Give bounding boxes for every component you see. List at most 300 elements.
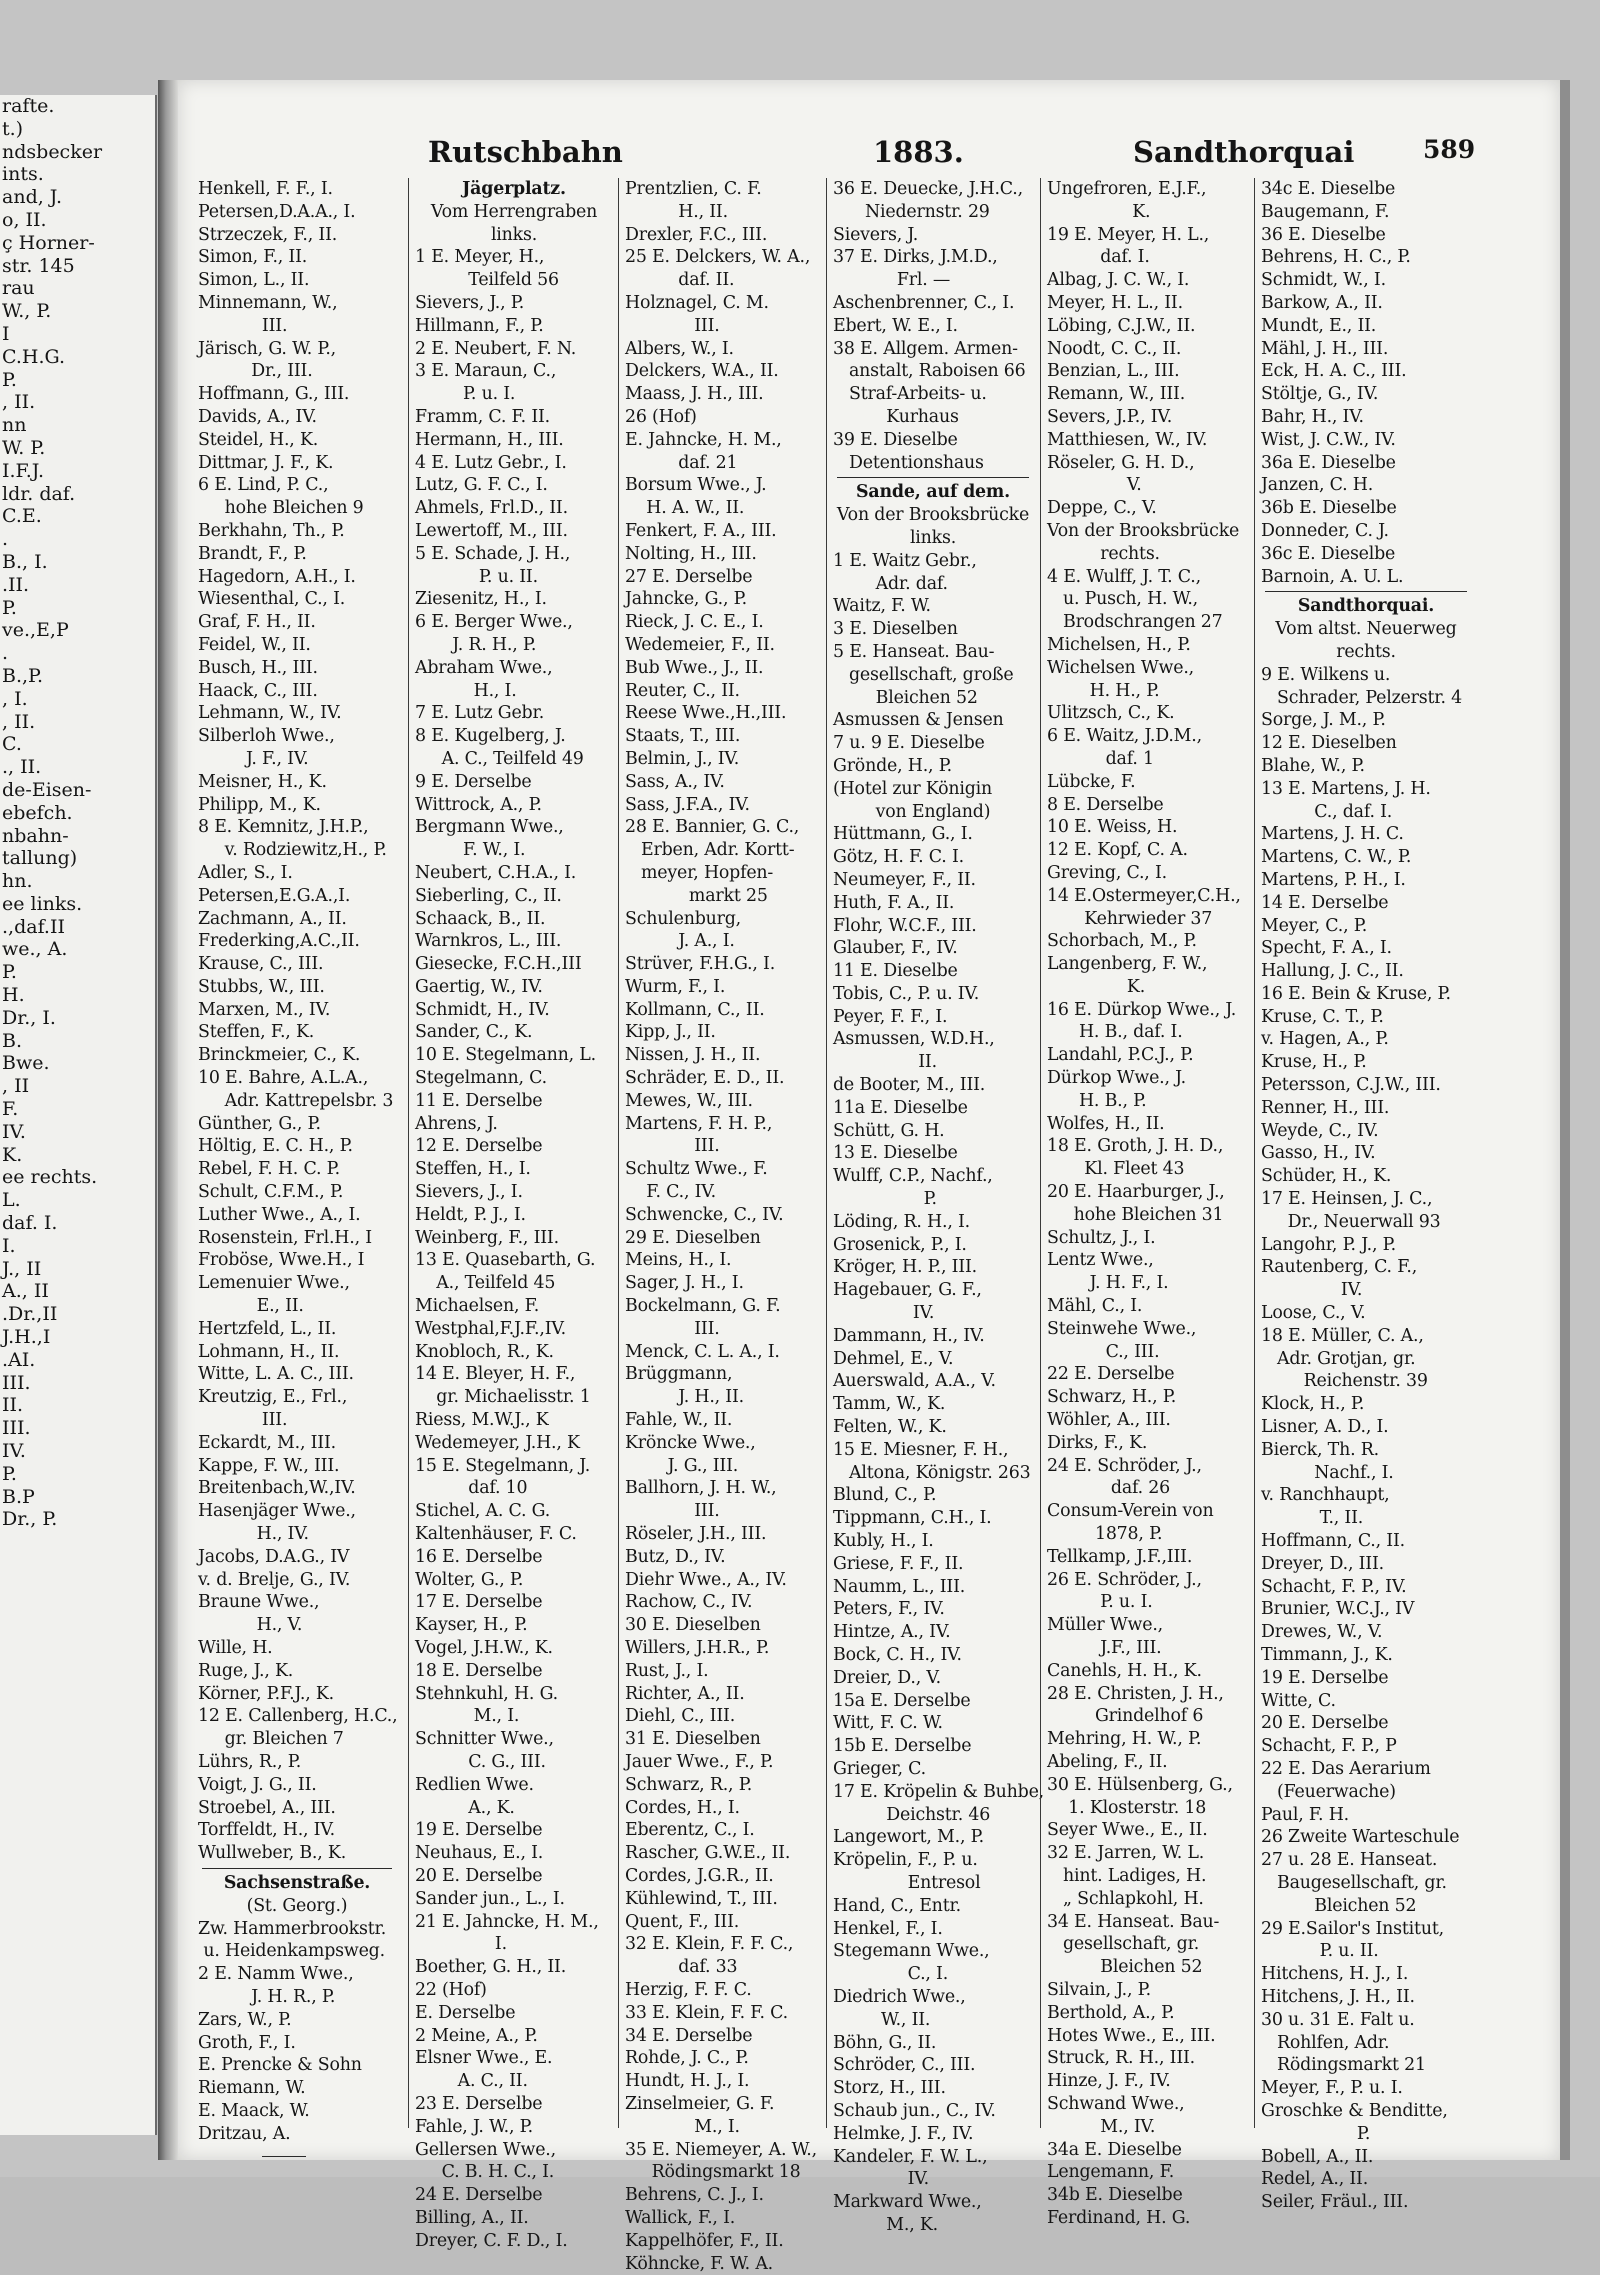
directory-entry: H., II. bbox=[625, 201, 728, 222]
directory-entry: 36 E. Deuecke, J.H.C., bbox=[833, 179, 1023, 199]
left-page-line: , II. bbox=[2, 391, 36, 414]
directory-entry: C. G., III. bbox=[415, 1751, 546, 1772]
directory-entry: 17 E. Kröpelin & Buhbe, bbox=[833, 1781, 1044, 1802]
directory-entry: 3 E. Maraun, C., bbox=[415, 361, 557, 382]
directory-entry: Schaub jun., C., IV. bbox=[833, 2100, 996, 2121]
street-subheading: Vom Herrengraben bbox=[430, 201, 598, 222]
directory-entry: Martens, F. H. P., bbox=[625, 1113, 773, 1134]
directory-entry: H., I. bbox=[415, 680, 517, 701]
directory-entry: III. bbox=[625, 1136, 720, 1157]
left-page-line: IV. bbox=[2, 1120, 26, 1143]
directory-entry: Erben, Adr. Kortt- bbox=[625, 840, 795, 861]
directory-entry: Rautenberg, C. F., bbox=[1261, 1257, 1418, 1278]
directory-entry: Janzen, C. H. bbox=[1261, 475, 1374, 496]
directory-entry: Schüder, H., K. bbox=[1261, 1166, 1392, 1187]
directory-entry: Kollmann, C., II. bbox=[625, 999, 765, 1020]
directory-entry: Westphal,F.J.F.,IV. bbox=[415, 1318, 567, 1339]
left-page-line: str. 145 bbox=[2, 254, 75, 277]
directory-entry: 7 u. 9 E. Dieselbe bbox=[833, 733, 985, 754]
directory-entry: 18 E. Müller, C. A., bbox=[1261, 1325, 1424, 1346]
directory-entry: 34c E. Dieselbe bbox=[1261, 179, 1396, 199]
directory-entry: 38 E. Allgem. Armen- bbox=[833, 338, 1018, 359]
directory-entry: Schwarz, H., P. bbox=[1047, 1387, 1177, 1408]
left-page-line: ints. bbox=[2, 163, 44, 186]
directory-entry: Dittmar, J. F., K. bbox=[198, 452, 334, 473]
directory-entry: C., I. bbox=[833, 1964, 949, 1985]
directory-entry: Lührs, R., P. bbox=[198, 1751, 302, 1772]
directory-entry: Schwand Wwe., bbox=[1047, 2093, 1185, 2114]
directory-entry: Tellkamp, J.F.,III. bbox=[1047, 1546, 1193, 1567]
directory-entry: Schultz, J., I. bbox=[1047, 1227, 1156, 1248]
directory-entry: Baugemann, F. bbox=[1261, 201, 1390, 222]
directory-entry: J. H., II. bbox=[625, 1387, 744, 1408]
left-page-line: C.E. bbox=[2, 505, 42, 528]
left-page-line: rau bbox=[2, 277, 35, 300]
directory-entry: Remann, W., III. bbox=[1047, 384, 1186, 405]
directory-entry: Bergmann Wwe., bbox=[415, 817, 564, 838]
directory-entry: Röseler, J.H., III. bbox=[625, 1524, 767, 1545]
directory-entry: Langohr, P. J., P. bbox=[1261, 1234, 1396, 1255]
directory-entry: Grosenick, P., I. bbox=[833, 1234, 967, 1255]
directory-entry: gesellschaft, große bbox=[833, 664, 1014, 685]
directory-entry: Borsum Wwe., J. bbox=[625, 475, 767, 496]
directory-entry: Voigt, J. G., II. bbox=[198, 1774, 317, 1795]
directory-entry: Sass, A., IV. bbox=[625, 771, 725, 792]
directory-entry: Landahl, P.C.J., P. bbox=[1047, 1045, 1194, 1066]
directory-entry: Rohlfen, Adr. bbox=[1261, 2032, 1390, 2053]
directory-entry: Brüggmann, bbox=[625, 1364, 733, 1385]
directory-entry: 12 E. Derselbe bbox=[415, 1136, 543, 1157]
directory-entry: Mähl, J. H., III. bbox=[1261, 338, 1389, 359]
directory-entry: Bockelmann, G. F. bbox=[625, 1296, 781, 1317]
left-page-line: o, II. bbox=[2, 208, 47, 231]
directory-entry: Dammann, H., IV. bbox=[833, 1325, 985, 1346]
directory-entry: Gaertig, W., IV. bbox=[415, 976, 543, 997]
directory-entry: Riemann, W. bbox=[198, 2078, 306, 2099]
directory-entry: Järisch, G. W. P., bbox=[198, 338, 336, 359]
left-page-line: J., II bbox=[2, 1257, 42, 1280]
directory-entry: Wedemeier, F., II. bbox=[625, 634, 775, 655]
directory-entry: Straf-Arbeits- u. bbox=[833, 384, 987, 405]
directory-entry: 19 E. Derselbe bbox=[415, 1820, 543, 1841]
directory-entry: Dritzau, A. bbox=[198, 2123, 291, 2144]
directory-entry: Nachf., I. bbox=[1261, 1462, 1394, 1483]
directory-entry: Butz, D., IV. bbox=[625, 1546, 726, 1567]
directory-entry: Asmussen, W.D.H., bbox=[833, 1029, 995, 1050]
directory-entry: 26 (Hof) bbox=[625, 406, 697, 427]
street-heading: Sachsenstraße. bbox=[223, 1872, 371, 1893]
directory-entry: 11 E. Dieselbe bbox=[833, 961, 958, 982]
directory-entry: 1878, P. bbox=[1047, 1524, 1163, 1545]
directory-entry: 17 E. Heinsen, J. C., bbox=[1261, 1189, 1433, 1210]
directory-entry: Eck, H. A. C., III. bbox=[1261, 361, 1407, 382]
directory-entry: Hillmann, F., P. bbox=[415, 315, 544, 336]
directory-entry: v. Hagen, A., P. bbox=[1261, 1029, 1389, 1050]
directory-entry: v. Rodziewitz,H., P. bbox=[198, 840, 387, 861]
left-page-line: ndsbecker bbox=[2, 140, 103, 163]
directory-entry: 7 E. Lutz Gebr. bbox=[415, 703, 545, 724]
directory-entry: Minnemann, W., bbox=[198, 292, 338, 313]
directory-entry: Simon, F., II. bbox=[198, 247, 308, 268]
directory-entry: 25 E. Delckers, W. A., bbox=[625, 247, 811, 268]
directory-entry: J. A., I. bbox=[625, 931, 735, 952]
directory-entry: Schnitter Wwe., bbox=[415, 1729, 554, 1750]
directory-entry: Abeling, F., II. bbox=[1047, 1751, 1168, 1772]
directory-entry: 8 E. Derselbe bbox=[1047, 794, 1164, 815]
directory-entry: Kruse, C. T., P. bbox=[1261, 1006, 1384, 1027]
directory-entry: 34 E. Derselbe bbox=[625, 2025, 753, 2046]
column-4 bbox=[826, 178, 1044, 2235]
directory-entry: Jauer Wwe., F., P. bbox=[625, 1751, 774, 1772]
directory-columns bbox=[198, 178, 1538, 2274]
left-page-line: J.H.,I bbox=[2, 1326, 51, 1349]
directory-entry: Reese Wwe.,H.,III. bbox=[625, 703, 787, 724]
left-page-line: .Dr.,II bbox=[2, 1303, 58, 1326]
directory-entry: 10 E. Weiss, H. bbox=[1047, 817, 1178, 838]
directory-entry: F. C., IV. bbox=[625, 1182, 716, 1203]
directory-entry: „ Schlapkohl, H. bbox=[1047, 1888, 1204, 1909]
directory-entry: Kröger, H. P., III. bbox=[833, 1257, 977, 1278]
directory-entry: Kappelhöfer, F., II. bbox=[625, 2230, 784, 2251]
directory-entry: Meyer, C., P. bbox=[1261, 915, 1368, 936]
directory-entry: Lisner, A. D., I. bbox=[1261, 1417, 1389, 1438]
directory-entry: 9 E. Derselbe bbox=[415, 771, 532, 792]
directory-entry: Strzeczek, F., II. bbox=[198, 224, 338, 245]
directory-entry: Grönde, H., P. bbox=[833, 755, 953, 776]
directory-entry: Adr. Grotjan, gr. bbox=[1261, 1348, 1416, 1369]
directory-entry: Bleichen 52 bbox=[833, 687, 978, 708]
directory-entry: Groschke & Benditte, bbox=[1261, 2100, 1448, 2121]
directory-entry: Neuhaus, E., I. bbox=[415, 1843, 544, 1864]
directory-entry: daf. II. bbox=[625, 270, 735, 291]
directory-entry: Müller Wwe., bbox=[1047, 1615, 1163, 1636]
directory-entry: Abraham Wwe., bbox=[415, 657, 553, 678]
left-page-line: W. P. bbox=[2, 436, 46, 459]
directory-entry: 16 E. Bein & Kruse, P. bbox=[1261, 983, 1451, 1004]
directory-entry: Zinselmeier, G. F. bbox=[625, 2093, 775, 2114]
directory-entry: Fahle, J. W., P. bbox=[415, 2116, 533, 2137]
directory-entry: Zachmann, A., II. bbox=[198, 908, 347, 929]
directory-entry: 12 E. Dieselben bbox=[1261, 733, 1397, 754]
directory-entry: Dr., III. bbox=[198, 361, 313, 382]
directory-entry: Cordes, J.G.R., II. bbox=[625, 1865, 774, 1886]
directory-entry: 19 E. Derselbe bbox=[1261, 1667, 1389, 1688]
directory-entry: P. u. I. bbox=[415, 384, 516, 405]
directory-entry: H. B., P. bbox=[1047, 1090, 1147, 1111]
directory-entry: Simon, L., II. bbox=[198, 270, 310, 291]
directory-entry: III. bbox=[625, 1501, 720, 1522]
directory-entry: Boether, G. H., II. bbox=[415, 1957, 567, 1978]
directory-entry: hohe Bleichen 31 bbox=[1047, 1204, 1224, 1225]
left-page-line: daf. I. bbox=[2, 1212, 58, 1235]
directory-entry: Eckardt, M., III. bbox=[198, 1432, 336, 1453]
directory-entry: Sander jun., L., I. bbox=[415, 1888, 565, 1909]
directory-entry: Wiesenthal, C., I. bbox=[198, 589, 346, 610]
directory-entry: Rust, J., I. bbox=[625, 1660, 709, 1681]
directory-entry: Dr., Neuerwall 93 bbox=[1261, 1211, 1441, 1232]
directory-entry: Diehl, C., III. bbox=[625, 1706, 736, 1727]
directory-entry: Witte, L. A. C., III. bbox=[198, 1364, 354, 1385]
directory-entry: Graf, F. H., II. bbox=[198, 612, 316, 633]
directory-entry: Adler, S., I. bbox=[198, 862, 293, 883]
directory-entry: Kandeler, F. W. L., bbox=[833, 2146, 988, 2167]
directory-entry: Frl. — bbox=[833, 270, 951, 291]
directory-entry: Donneder, C. J. bbox=[1261, 520, 1389, 541]
directory-entry: 23 E. Derselbe bbox=[415, 2093, 543, 2114]
directory-entry: 4 E. Wulff, J. T. C., bbox=[1047, 566, 1201, 587]
left-page-line: IV. bbox=[2, 1440, 26, 1463]
directory-entry: Warnkros, L., III. bbox=[415, 931, 562, 952]
directory-entry: 39 E. Dieselbe bbox=[833, 429, 958, 450]
directory-entry: Wichelsen Wwe., bbox=[1047, 657, 1194, 678]
directory-entry: 12 E. Kopf, C. A. bbox=[1047, 840, 1188, 861]
left-page-line: A., II bbox=[2, 1280, 49, 1303]
directory-entry: J. R. H., P. bbox=[415, 634, 537, 655]
left-page-line: de-Eisen- bbox=[2, 778, 92, 801]
directory-entry: H., IV. bbox=[198, 1524, 309, 1545]
directory-entry: T., II. bbox=[1261, 1508, 1364, 1529]
directory-entry: Schacht, F. P., IV. bbox=[1261, 1576, 1407, 1597]
directory-entry: Lengemann, F. bbox=[1047, 2162, 1175, 2183]
directory-entry: Witte, C. bbox=[1261, 1690, 1336, 1711]
directory-entry: Redel, A., II. bbox=[1261, 2169, 1369, 2190]
directory-entry: Heldt, P. J., I. bbox=[415, 1204, 526, 1225]
directory-entry: Dreyer, C. F. D., I. bbox=[415, 2230, 568, 2251]
directory-entry: A., Teilfeld 45 bbox=[415, 1273, 556, 1294]
directory-entry: Stubbs, W., III. bbox=[198, 976, 325, 997]
directory-entry: Jahncke, G., P. bbox=[625, 589, 747, 610]
directory-entry: Ungefroren, E.J.F., bbox=[1047, 179, 1207, 199]
directory-entry: Zw. Hammerbrookstr. bbox=[198, 1918, 387, 1939]
directory-entry: Götz, H. F. C. I. bbox=[833, 847, 964, 868]
left-page-line: ve.,E,P bbox=[2, 619, 69, 642]
left-page-line: .II. bbox=[2, 573, 30, 596]
directory-entry: Richter, A., II. bbox=[625, 1683, 745, 1704]
directory-entry: Frederking,A.C.,II. bbox=[198, 931, 360, 952]
directory-entry: 13 E. Martens, J. H. bbox=[1261, 778, 1431, 799]
directory-entry: Kipp, J., II. bbox=[625, 1022, 716, 1043]
street-heading: Sande, auf dem. bbox=[856, 482, 1010, 503]
directory-entry: hint. Ladiges, H. bbox=[1047, 1865, 1207, 1886]
directory-entry: Bock, C. H., IV. bbox=[833, 1645, 962, 1665]
column-5 bbox=[1040, 178, 1247, 2228]
directory-entry: 1. Klosterstr. 18 bbox=[1047, 1797, 1207, 1818]
directory-entry: Sorge, J. M., P. bbox=[1261, 710, 1386, 731]
directory-entry: Bahr, H., IV. bbox=[1261, 406, 1364, 427]
directory-entry: Kreutzig, E., Frl., bbox=[198, 1387, 348, 1408]
directory-entry: Breitenbach,W.,IV. bbox=[198, 1478, 356, 1499]
directory-entry: 34b E. Dieselbe bbox=[1047, 2185, 1183, 2206]
street-subheading: links. bbox=[490, 224, 538, 245]
directory-entry: 36c E. Dieselbe bbox=[1261, 543, 1396, 564]
directory-entry: Röseler, G. H. D., bbox=[1047, 452, 1195, 473]
directory-entry: Jacobs, D.A.G., IV bbox=[198, 1546, 350, 1567]
directory-entry: Dirks, F., K. bbox=[1047, 1432, 1148, 1453]
directory-entry: u. Pusch, H. W., bbox=[1047, 589, 1198, 610]
directory-entry: Specht, F. A., I. bbox=[1261, 938, 1392, 959]
directory-entry: 31 E. Dieselben bbox=[625, 1729, 761, 1750]
directory-entry: Kröncke Wwe., bbox=[625, 1432, 756, 1453]
directory-entry: hohe Bleichen 9 bbox=[198, 498, 364, 519]
directory-entry: Stegemann Wwe., bbox=[833, 1941, 990, 1962]
directory-entry: IV. bbox=[1261, 1280, 1363, 1301]
directory-entry: Helmke, J. F., IV. bbox=[833, 2123, 974, 2144]
directory-entry: Herzig, F. F. C. bbox=[625, 1979, 752, 2000]
left-page-line: III. bbox=[2, 1371, 31, 1394]
left-page-line: P. bbox=[2, 961, 17, 984]
directory-entry: Adr. Kattrepelsbr. 3 bbox=[198, 1090, 394, 1111]
header-left-street: Rutschbahn bbox=[428, 135, 623, 169]
directory-entry: Lewertoff, M., III. bbox=[415, 520, 568, 541]
directory-entry: Albers, W., I. bbox=[625, 338, 734, 359]
directory-entry: daf. 33 bbox=[625, 1957, 738, 1978]
directory-entry: Grindelhof 6 bbox=[1047, 1706, 1204, 1727]
directory-entry: Grieger, C. bbox=[833, 1758, 926, 1779]
street-subheading: rechts. bbox=[1336, 641, 1396, 662]
directory-entry: Froböse, Wwe.H., I bbox=[198, 1250, 365, 1271]
directory-entry: Ahrens, J. bbox=[415, 1113, 498, 1134]
left-page-line: B.,P. bbox=[2, 664, 44, 687]
directory-entry: Meyer, H. L., II. bbox=[1047, 292, 1183, 313]
directory-entry: Steidel, H., K. bbox=[198, 429, 319, 450]
directory-entry: Ziesenitz, H., I. bbox=[415, 589, 547, 610]
directory-entry: Cordes, H., I. bbox=[625, 1797, 740, 1818]
section-rule bbox=[1265, 591, 1467, 592]
directory-entry: J. F., IV. bbox=[198, 748, 309, 769]
directory-entry: Hagebauer, G. F., bbox=[833, 1280, 982, 1301]
directory-entry: M., IV. bbox=[1047, 2116, 1156, 2137]
directory-entry: Matthiesen, W., IV. bbox=[1047, 429, 1208, 450]
directory-entry: 6 E. Lind, P. C., bbox=[198, 475, 329, 496]
directory-entry: Hüttmann, G., I. bbox=[833, 824, 973, 845]
directory-entry: Böhn, G., II. bbox=[833, 2032, 937, 2053]
directory-entry: 11a E. Dieselbe bbox=[833, 1097, 968, 1118]
left-page-line: ebefch. bbox=[2, 801, 73, 824]
directory-entry: v. Ranchhaupt, bbox=[1261, 1485, 1390, 1506]
directory-entry: II. bbox=[833, 1052, 937, 1073]
directory-entry: Timmann, J., K. bbox=[1261, 1645, 1393, 1665]
directory-entry: Stegelmann, C. bbox=[415, 1068, 547, 1089]
directory-entry: 15b E. Derselbe bbox=[833, 1736, 972, 1757]
directory-entry: Riess, M.W.J., K bbox=[415, 1410, 549, 1431]
directory-entry: 15a E. Derselbe bbox=[833, 1690, 971, 1711]
left-page-line: ee rechts. bbox=[2, 1166, 98, 1189]
directory-entry: Sass, J.F.A., IV. bbox=[625, 794, 750, 815]
left-page-line: II. bbox=[2, 1394, 24, 1417]
directory-entry: Diehr Wwe., A., IV. bbox=[625, 1569, 787, 1590]
directory-entry: Lentz Wwe., bbox=[1047, 1250, 1154, 1271]
directory-entry: 6 E. Waitz, J.D.M., bbox=[1047, 726, 1202, 747]
street-subheading: (St. Georg.) bbox=[246, 1895, 348, 1916]
directory-entry: Tippmann, C.H., I. bbox=[833, 1508, 992, 1529]
directory-entry: Storz, H., III. bbox=[833, 2078, 946, 2099]
left-page-line: P. bbox=[2, 1462, 17, 1485]
directory-entry: Bobell, A., II. bbox=[1261, 2146, 1374, 2167]
directory-entry: Steinwehe Wwe., bbox=[1047, 1318, 1197, 1339]
directory-entry: E. Prencke & Sohn bbox=[198, 2055, 362, 2076]
directory-entry: Felten, W., K. bbox=[833, 1417, 947, 1438]
directory-entry: Schult, C.F.M., P. bbox=[198, 1182, 344, 1203]
directory-entry: Tobis, C., P. u. IV. bbox=[833, 983, 980, 1004]
directory-entry: H., V. bbox=[198, 1615, 303, 1636]
directory-entry: Wöhler, A., III. bbox=[1047, 1410, 1171, 1431]
left-page-line: I bbox=[2, 322, 10, 345]
directory-entry: (Hotel zur Königin bbox=[833, 778, 993, 799]
directory-entry: P. u. II. bbox=[1261, 1941, 1379, 1962]
directory-entry: H. H., P. bbox=[1047, 680, 1160, 701]
directory-entry: Seyer Wwe., E., II. bbox=[1047, 1820, 1208, 1841]
page-edge bbox=[1560, 80, 1570, 2160]
left-page-line: .AI. bbox=[2, 1348, 36, 1371]
directory-entry: 29 E.Sailor's Institut, bbox=[1261, 1918, 1444, 1939]
directory-entry: Greving, C., I. bbox=[1047, 862, 1167, 883]
directory-entry: 30 u. 31 E. Falt u. bbox=[1261, 2009, 1415, 2030]
left-page-fragment bbox=[0, 95, 157, 2135]
directory-entry: Klock, H., P. bbox=[1261, 1394, 1365, 1415]
directory-entry: Deppe, C., V. bbox=[1047, 498, 1157, 519]
directory-entry: E. Jahncke, H. M., bbox=[625, 429, 782, 450]
directory-entry: Kruse, H., P. bbox=[1261, 1052, 1367, 1073]
directory-entry: 13 E. Dieselbe bbox=[833, 1143, 958, 1164]
directory-entry: Busch, H., III. bbox=[198, 657, 318, 678]
directory-entry: 37 E. Dirks, J.M.D., bbox=[833, 247, 998, 268]
directory-entry: Stehnkuhl, H. G. bbox=[415, 1683, 558, 1704]
directory-entry: Bierck, Th. R. bbox=[1261, 1439, 1379, 1460]
directory-entry: 27 E. Derselbe bbox=[625, 566, 753, 587]
directory-entry: Hand, C., Entr. bbox=[833, 1895, 962, 1916]
directory-entry: Baugesellschaft, gr. bbox=[1261, 1872, 1447, 1893]
directory-entry: Lübcke, F. bbox=[1047, 771, 1136, 792]
directory-entry: Wittrock, A., P. bbox=[415, 794, 542, 815]
directory-entry: Wille, H. bbox=[198, 1638, 273, 1658]
directory-entry: Lohmann, H., II. bbox=[198, 1341, 340, 1362]
directory-entry: Belmin, J., IV. bbox=[625, 748, 740, 769]
directory-entry: Kurhaus bbox=[833, 406, 959, 427]
directory-entry: Severs, J.P., IV. bbox=[1047, 406, 1173, 427]
directory-entry: Detentionshaus bbox=[833, 452, 984, 473]
directory-page bbox=[178, 80, 1560, 2274]
directory-entry: de Booter, M., III. bbox=[833, 1075, 986, 1096]
directory-entry: Schorbach, M., P. bbox=[1047, 931, 1197, 952]
directory-entry: 10 E. Stegelmann, L. bbox=[415, 1045, 596, 1066]
directory-entry: Elsner Wwe., E. bbox=[415, 2048, 553, 2069]
directory-entry: 36 E. Dieselbe bbox=[1261, 224, 1386, 245]
left-page-line: , II. bbox=[2, 710, 36, 733]
directory-entry: Peters, F., IV. bbox=[833, 1599, 945, 1620]
directory-entry: gesellschaft, gr. bbox=[1047, 1934, 1200, 1955]
directory-entry: Wurm, F., I. bbox=[625, 976, 726, 997]
left-page-line: L. bbox=[2, 1189, 21, 1212]
directory-entry: P. bbox=[1261, 2123, 1371, 2144]
directory-entry: Noodt, C. C., II. bbox=[1047, 338, 1182, 359]
directory-entry: 33 E. Klein, F. F. C. bbox=[625, 2002, 788, 2023]
page-number: 589 bbox=[1423, 135, 1476, 164]
directory-entry: 19 E. Meyer, H. L., bbox=[1047, 224, 1210, 245]
column-3 bbox=[618, 178, 819, 2274]
directory-entry: Kehrwieder 37 bbox=[1047, 908, 1213, 929]
directory-entry: Torffeldt, H., IV. bbox=[198, 1820, 336, 1841]
left-page-line: B., I. bbox=[2, 550, 48, 573]
directory-entry: F. W., I. bbox=[415, 840, 526, 861]
directory-entry: H. B., daf. I. bbox=[1047, 1022, 1183, 1043]
left-page-line: we., A. bbox=[2, 938, 68, 961]
street-subheading: links. bbox=[909, 527, 957, 548]
directory-entry: Groth, F., I. bbox=[198, 2032, 296, 2053]
directory-entry: Marxen, M., IV. bbox=[198, 999, 331, 1020]
directory-entry: Deichstr. 46 bbox=[833, 1804, 991, 1825]
directory-entry: Hoffmann, G., III. bbox=[198, 384, 350, 405]
directory-entry: 12 E. Callenberg, H.C., bbox=[198, 1706, 398, 1727]
